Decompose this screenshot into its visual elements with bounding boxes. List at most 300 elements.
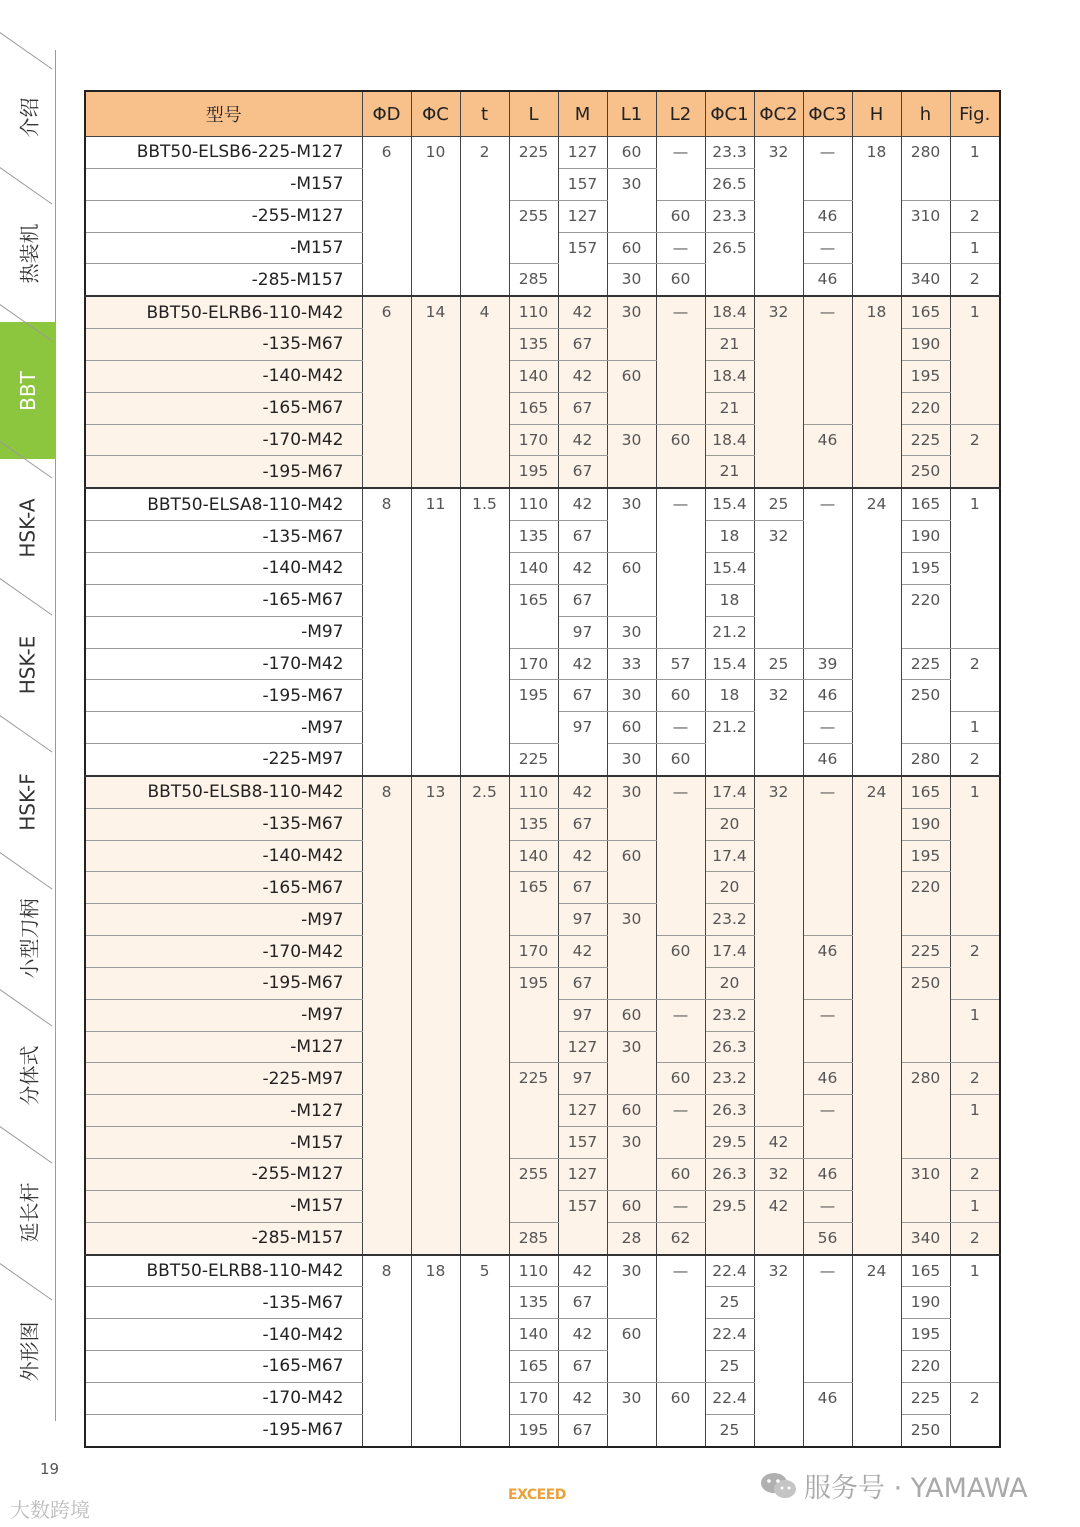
- table-row: [85, 1222, 1000, 1254]
- table-cell: 165: [901, 776, 950, 808]
- table-cell: [656, 1414, 705, 1446]
- column-header: 型号: [85, 91, 362, 137]
- table-row: [85, 200, 1000, 232]
- model-cell: -170-M42: [85, 648, 362, 680]
- table-cell: [509, 712, 558, 744]
- table-cell: [656, 808, 705, 840]
- table-cell: 67: [558, 808, 607, 840]
- table-cell: 30: [607, 1127, 656, 1159]
- table-cell: [460, 1127, 509, 1159]
- table-cell: —: [656, 1095, 705, 1127]
- table-cell: —: [656, 296, 705, 328]
- table-cell: 26.3: [705, 1031, 754, 1063]
- table-cell: 30: [607, 1255, 656, 1287]
- table-cell: 46: [803, 1159, 852, 1191]
- table-cell: [362, 1287, 411, 1319]
- table-row: [85, 296, 1000, 328]
- table-cell: 42: [558, 840, 607, 872]
- table-row: [85, 1414, 1000, 1446]
- table-cell: 26.5: [705, 168, 754, 200]
- table-row: [85, 1351, 1000, 1383]
- table-cell: 60: [607, 840, 656, 872]
- table-cell: [901, 616, 950, 648]
- table-cell: [362, 1127, 411, 1159]
- table-cell: [754, 168, 803, 200]
- table-cell: [460, 808, 509, 840]
- table-cell: 2: [460, 137, 509, 169]
- table-cell: [362, 904, 411, 936]
- tab-5[interactable]: [0, 733, 56, 870]
- table-cell: [362, 360, 411, 392]
- table-cell: 42: [558, 488, 607, 520]
- table-cell: [509, 999, 558, 1031]
- table-cell: 15.4: [705, 648, 754, 680]
- tab-label: 延长杆: [17, 1182, 41, 1243]
- tab-3[interactable]: [0, 459, 56, 596]
- table-cell: 20: [705, 808, 754, 840]
- table-cell: [656, 1351, 705, 1383]
- table-cell: 11: [411, 488, 460, 520]
- table-cell: [460, 168, 509, 200]
- table-cell: [852, 392, 901, 424]
- model-cell: -140-M42: [85, 552, 362, 584]
- table-cell: [411, 1414, 460, 1446]
- table-cell: 67: [558, 1287, 607, 1319]
- table-cell: [852, 456, 901, 488]
- table-cell: [411, 1031, 460, 1063]
- table-cell: 18: [705, 680, 754, 712]
- table-cell: [754, 967, 803, 999]
- model-cell: -M127: [85, 1095, 362, 1127]
- table-cell: [362, 967, 411, 999]
- table-cell: [362, 744, 411, 776]
- table-cell: [460, 1063, 509, 1095]
- table-cell: [852, 1159, 901, 1191]
- table-cell: 220: [901, 392, 950, 424]
- table-cell: 225: [509, 1063, 558, 1095]
- table-row: [85, 936, 1000, 968]
- table-cell: —: [803, 1095, 852, 1127]
- table-cell: 1: [950, 712, 1000, 744]
- table-cell: [754, 744, 803, 776]
- table-cell: 2: [950, 744, 1000, 776]
- table-cell: 195: [509, 967, 558, 999]
- table-cell: 10: [411, 137, 460, 169]
- table-cell: [411, 1351, 460, 1383]
- table-cell: [803, 360, 852, 392]
- table-cell: [754, 712, 803, 744]
- table-cell: [950, 680, 1000, 712]
- table-cell: [460, 680, 509, 712]
- table-cell: 30: [607, 168, 656, 200]
- table-cell: 280: [901, 1063, 950, 1095]
- table-cell: [950, 521, 1000, 553]
- table-row: [85, 329, 1000, 361]
- tab-9[interactable]: [0, 1281, 56, 1421]
- table-cell: 1: [950, 137, 1000, 169]
- table-cell: 225: [509, 744, 558, 776]
- table-cell: 220: [901, 1351, 950, 1383]
- column-header: ΦC2: [754, 91, 803, 137]
- table-cell: [656, 1127, 705, 1159]
- table-cell: 17.4: [705, 840, 754, 872]
- table-cell: 2: [950, 648, 1000, 680]
- table-cell: 15.4: [705, 488, 754, 520]
- table-cell: 135: [509, 329, 558, 361]
- table-cell: [754, 616, 803, 648]
- table-cell: 1: [950, 999, 1000, 1031]
- table-cell: 22.4: [705, 1382, 754, 1414]
- table-cell: [362, 1190, 411, 1222]
- table-cell: [460, 1159, 509, 1191]
- table-cell: [754, 424, 803, 456]
- table-cell: [901, 1031, 950, 1063]
- table-cell: [411, 744, 460, 776]
- table-row: [85, 488, 1000, 520]
- table-cell: 135: [509, 521, 558, 553]
- table-cell: [411, 1287, 460, 1319]
- table-cell: —: [803, 1255, 852, 1287]
- table-cell: 1: [950, 232, 1000, 264]
- table-cell: [460, 264, 509, 296]
- table-cell: 17.4: [705, 936, 754, 968]
- table-cell: [852, 616, 901, 648]
- table-cell: 23.3: [705, 137, 754, 169]
- table-cell: —: [803, 776, 852, 808]
- table-row: [85, 648, 1000, 680]
- table-cell: 140: [509, 360, 558, 392]
- table-cell: 67: [558, 329, 607, 361]
- table-cell: 2: [950, 1063, 1000, 1095]
- table-row: [85, 872, 1000, 904]
- model-cell: -M97: [85, 616, 362, 648]
- table-cell: —: [656, 232, 705, 264]
- table-cell: [411, 840, 460, 872]
- table-cell: 46: [803, 1063, 852, 1095]
- table-cell: 250: [901, 1414, 950, 1446]
- table-cell: [852, 999, 901, 1031]
- table-cell: [852, 808, 901, 840]
- table-cell: [852, 521, 901, 553]
- model-cell: -M127: [85, 1031, 362, 1063]
- table-cell: [852, 584, 901, 616]
- table-cell: [607, 584, 656, 616]
- table-cell: [803, 1414, 852, 1446]
- table-cell: 30: [607, 264, 656, 296]
- table-cell: 46: [803, 264, 852, 296]
- model-cell: -165-M67: [85, 584, 362, 616]
- table-cell: [656, 840, 705, 872]
- table-cell: —: [803, 712, 852, 744]
- table-cell: 46: [803, 1382, 852, 1414]
- table-cell: [852, 648, 901, 680]
- table-cell: [901, 712, 950, 744]
- model-cell: -285-M157: [85, 1222, 362, 1254]
- table-cell: [852, 1319, 901, 1351]
- table-cell: [754, 360, 803, 392]
- table-row: [85, 808, 1000, 840]
- table-cell: 23.2: [705, 1063, 754, 1095]
- model-cell: -165-M67: [85, 872, 362, 904]
- table-cell: 46: [803, 424, 852, 456]
- table-cell: 25: [705, 1287, 754, 1319]
- table-cell: 39: [803, 648, 852, 680]
- table-cell: 280: [901, 744, 950, 776]
- table-cell: [803, 521, 852, 553]
- table-cell: 6: [362, 296, 411, 328]
- table-cell: [754, 456, 803, 488]
- model-cell: -165-M67: [85, 392, 362, 424]
- table-cell: 190: [901, 808, 950, 840]
- table-cell: [607, 1063, 656, 1095]
- tab-label: HSK-F: [15, 772, 40, 831]
- model-cell: -255-M127: [85, 1159, 362, 1191]
- table-cell: 32: [754, 521, 803, 553]
- table-cell: 62: [656, 1222, 705, 1254]
- table-cell: [950, 1031, 1000, 1063]
- model-cell: -170-M42: [85, 936, 362, 968]
- table-cell: [705, 744, 754, 776]
- table-cell: 42: [558, 1382, 607, 1414]
- table-cell: 42: [558, 360, 607, 392]
- table-cell: 56: [803, 1222, 852, 1254]
- table-cell: 20: [705, 872, 754, 904]
- table-cell: 25: [754, 488, 803, 520]
- model-cell: -135-M67: [85, 329, 362, 361]
- table-cell: 42: [754, 1190, 803, 1222]
- table-cell: [460, 967, 509, 999]
- table-cell: [656, 904, 705, 936]
- table-cell: 42: [558, 424, 607, 456]
- table-cell: [460, 999, 509, 1031]
- table-cell: 18: [411, 1255, 460, 1287]
- table-cell: 2: [950, 264, 1000, 296]
- model-cell: BBT50-ELSA8-110-M42: [85, 488, 362, 520]
- table-cell: 135: [509, 808, 558, 840]
- table-cell: 30: [607, 1382, 656, 1414]
- model-cell: -M97: [85, 999, 362, 1031]
- table-row: [85, 744, 1000, 776]
- table-cell: 32: [754, 1159, 803, 1191]
- column-header: ΦD: [362, 91, 411, 137]
- table-cell: [852, 936, 901, 968]
- tab-label: 热装机: [17, 223, 41, 284]
- table-cell: 285: [509, 1222, 558, 1254]
- table-cell: [411, 648, 460, 680]
- table-cell: [362, 808, 411, 840]
- tab-8[interactable]: [0, 1144, 56, 1281]
- table-cell: —: [803, 999, 852, 1031]
- table-cell: [362, 200, 411, 232]
- table-cell: [852, 1190, 901, 1222]
- table-cell: 110: [509, 1255, 558, 1287]
- table-cell: 30: [607, 424, 656, 456]
- table-cell: [411, 456, 460, 488]
- table-cell: 1: [950, 296, 1000, 328]
- table-cell: 18.4: [705, 296, 754, 328]
- model-cell: -140-M42: [85, 840, 362, 872]
- model-cell: -195-M67: [85, 967, 362, 999]
- table-cell: 46: [803, 680, 852, 712]
- tab-label: 外形图: [17, 1321, 41, 1381]
- table-cell: [656, 584, 705, 616]
- table-row: [85, 456, 1000, 488]
- table-cell: 25: [705, 1351, 754, 1383]
- table-cell: [852, 1222, 901, 1254]
- table-header-row: [85, 91, 1000, 137]
- model-cell: -225-M97: [85, 744, 362, 776]
- model-cell: -M157: [85, 1190, 362, 1222]
- table-cell: [460, 1351, 509, 1383]
- table-cell: [411, 680, 460, 712]
- table-cell: [950, 904, 1000, 936]
- table-row: [85, 1063, 1000, 1095]
- table-row: [85, 264, 1000, 296]
- table-cell: [803, 840, 852, 872]
- table-cell: [460, 456, 509, 488]
- table-cell: [852, 872, 901, 904]
- table-cell: [754, 1222, 803, 1254]
- table-cell: 310: [901, 1159, 950, 1191]
- model-cell: -285-M157: [85, 264, 362, 296]
- column-header: Fig.: [950, 91, 1000, 137]
- table-cell: —: [803, 1190, 852, 1222]
- table-cell: 14: [411, 296, 460, 328]
- table-cell: [950, 456, 1000, 488]
- table-cell: [362, 1222, 411, 1254]
- table-cell: [607, 808, 656, 840]
- table-cell: [460, 552, 509, 584]
- table-cell: 190: [901, 1287, 950, 1319]
- table-cell: [509, 1031, 558, 1063]
- tab-6[interactable]: [0, 870, 56, 1007]
- table-cell: [803, 872, 852, 904]
- table-cell: [852, 1414, 901, 1446]
- table-cell: [411, 1095, 460, 1127]
- table-cell: 60: [607, 137, 656, 169]
- table-cell: 165: [509, 1351, 558, 1383]
- table-cell: [803, 616, 852, 648]
- table-cell: 127: [558, 1159, 607, 1191]
- table-row: [85, 1382, 1000, 1414]
- table-cell: 97: [558, 1063, 607, 1095]
- table-cell: [950, 360, 1000, 392]
- table-cell: —: [656, 712, 705, 744]
- model-cell: BBT50-ELSB6-225-M127: [85, 137, 362, 169]
- table-cell: [460, 1095, 509, 1127]
- model-cell: -M157: [85, 1127, 362, 1159]
- table-cell: 1: [950, 1190, 1000, 1222]
- column-header: t: [460, 91, 509, 137]
- table-cell: [362, 456, 411, 488]
- table-cell: [950, 168, 1000, 200]
- table-cell: [362, 521, 411, 553]
- column-header: L: [509, 91, 558, 137]
- model-cell: -135-M67: [85, 521, 362, 553]
- model-cell: -195-M67: [85, 456, 362, 488]
- table-cell: [411, 200, 460, 232]
- table-cell: 67: [558, 1414, 607, 1446]
- table-cell: —: [656, 776, 705, 808]
- model-cell: -M97: [85, 712, 362, 744]
- table-row: [85, 680, 1000, 712]
- table-cell: [411, 1382, 460, 1414]
- table-cell: 127: [558, 200, 607, 232]
- table-cell: 157: [558, 1127, 607, 1159]
- table-cell: 1: [950, 488, 1000, 520]
- table-cell: [411, 872, 460, 904]
- table-cell: 24: [852, 776, 901, 808]
- table-cell: [411, 329, 460, 361]
- model-cell: -225-M97: [85, 1063, 362, 1095]
- table-cell: 165: [509, 392, 558, 424]
- table-cell: [852, 904, 901, 936]
- table-cell: [852, 232, 901, 264]
- tab-4[interactable]: [0, 596, 56, 733]
- table-cell: [607, 967, 656, 999]
- table-cell: 170: [509, 648, 558, 680]
- table-row: [85, 1095, 1000, 1127]
- table-cell: [558, 744, 607, 776]
- table-cell: 30: [607, 776, 656, 808]
- table-row: [85, 584, 1000, 616]
- table-cell: —: [656, 1190, 705, 1222]
- table-cell: [607, 936, 656, 968]
- column-header: M: [558, 91, 607, 137]
- table-cell: 67: [558, 967, 607, 999]
- table-cell: 225: [901, 1382, 950, 1414]
- model-cell: -165-M67: [85, 1351, 362, 1383]
- table-cell: 29.5: [705, 1127, 754, 1159]
- table-cell: [754, 1287, 803, 1319]
- table-cell: 24: [852, 488, 901, 520]
- table-cell: 97: [558, 904, 607, 936]
- table-cell: 30: [607, 488, 656, 520]
- table-cell: 15.4: [705, 552, 754, 584]
- table-cell: [852, 552, 901, 584]
- page-number: 19: [40, 1460, 60, 1478]
- table-cell: 60: [607, 1095, 656, 1127]
- table-cell: 67: [558, 872, 607, 904]
- table-cell: 42: [558, 1319, 607, 1351]
- table-cell: [656, 168, 705, 200]
- table-cell: [411, 1127, 460, 1159]
- model-cell: -195-M67: [85, 680, 362, 712]
- model-cell: -140-M42: [85, 360, 362, 392]
- table-cell: 195: [509, 456, 558, 488]
- table-cell: [362, 616, 411, 648]
- tab-0[interactable]: [0, 50, 56, 185]
- table-cell: [901, 904, 950, 936]
- table-cell: [411, 1159, 460, 1191]
- tab-7[interactable]: [0, 1007, 56, 1144]
- model-cell: -140-M42: [85, 1319, 362, 1351]
- brand-logo: EXCEED: [508, 1487, 566, 1503]
- table-cell: 42: [558, 296, 607, 328]
- table-cell: 60: [607, 999, 656, 1031]
- table-cell: [509, 1095, 558, 1127]
- table-cell: [656, 872, 705, 904]
- tab-2[interactable]: [0, 322, 56, 459]
- table-cell: 21: [705, 329, 754, 361]
- table-cell: [509, 1190, 558, 1222]
- table-cell: 127: [558, 137, 607, 169]
- model-cell: -135-M67: [85, 1287, 362, 1319]
- tab-1[interactable]: [0, 185, 56, 322]
- table-cell: 195: [901, 840, 950, 872]
- table-cell: [411, 712, 460, 744]
- table-cell: [362, 1159, 411, 1191]
